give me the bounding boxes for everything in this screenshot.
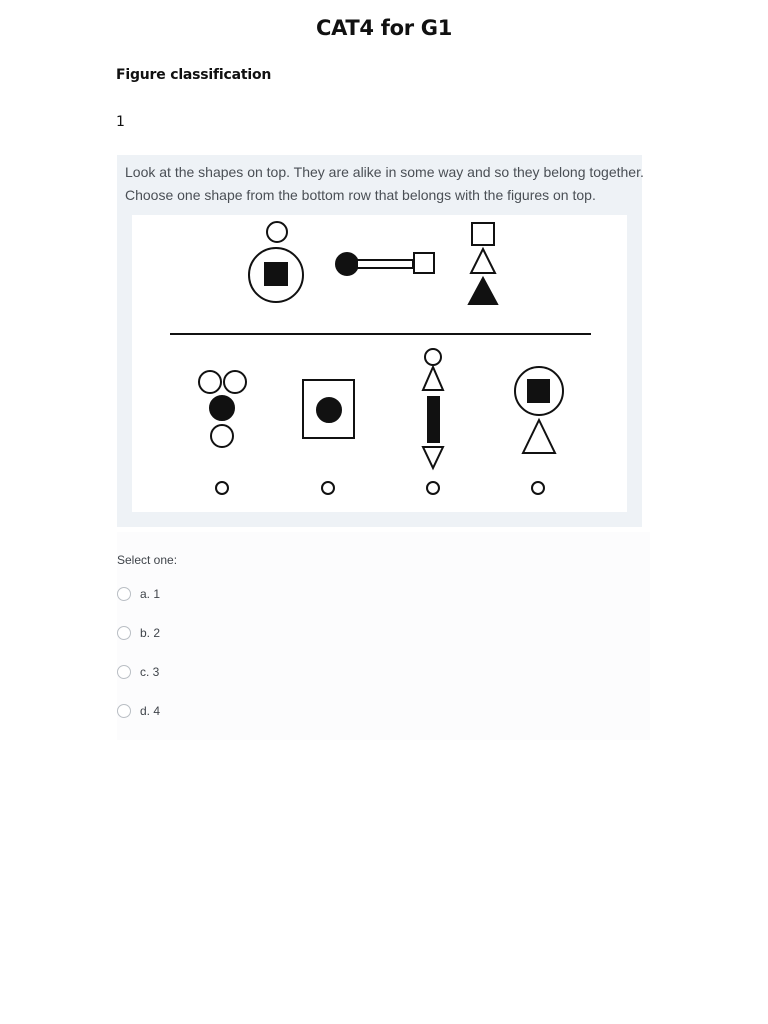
figure-classification-diagram — [132, 215, 627, 512]
answer-panel — [117, 532, 650, 740]
option-c[interactable] — [117, 662, 159, 682]
figure-image — [132, 215, 627, 512]
select-prompt: Select one: — [117, 553, 178, 567]
answer-marker-3 — [427, 482, 439, 494]
answer-marker-2 — [322, 482, 334, 494]
instruction-line: Look at the shapes on top. They are alike in some way and so they belong together. — [125, 164, 644, 180]
option-label: a. 1 — [140, 587, 161, 601]
instruction-line: Choose one shape from the bottom row that belongs with the figures on top. — [125, 187, 596, 203]
bottom-figure-1 — [199, 371, 246, 447]
bottom-figure-3 — [423, 349, 443, 468]
question-instructions — [125, 161, 644, 207]
option-label: d. 4 — [140, 704, 161, 718]
top-figure-3 — [469, 223, 497, 304]
top-figure-2 — [336, 253, 434, 275]
radio-button[interactable] — [117, 626, 131, 640]
answer-marker-1 — [216, 482, 228, 494]
radio-button[interactable] — [117, 704, 131, 718]
top-figure-1 — [249, 222, 303, 302]
radio-button[interactable] — [117, 665, 131, 679]
option-b[interactable] — [117, 623, 160, 643]
radio-button[interactable] — [117, 587, 131, 601]
bottom-figure-4 — [515, 367, 563, 453]
question-panel — [117, 155, 642, 527]
option-label: c. 3 — [140, 665, 160, 679]
option-label: b. 2 — [140, 626, 161, 640]
option-d[interactable] — [117, 701, 160, 721]
option-a[interactable] — [117, 584, 160, 604]
question-number: 1 — [116, 114, 125, 130]
document-title: CAT4 for G1 — [315, 16, 453, 40]
bottom-figure-2 — [303, 380, 354, 438]
answer-marker-4 — [532, 482, 544, 494]
section-heading: Figure classification — [116, 67, 272, 83]
